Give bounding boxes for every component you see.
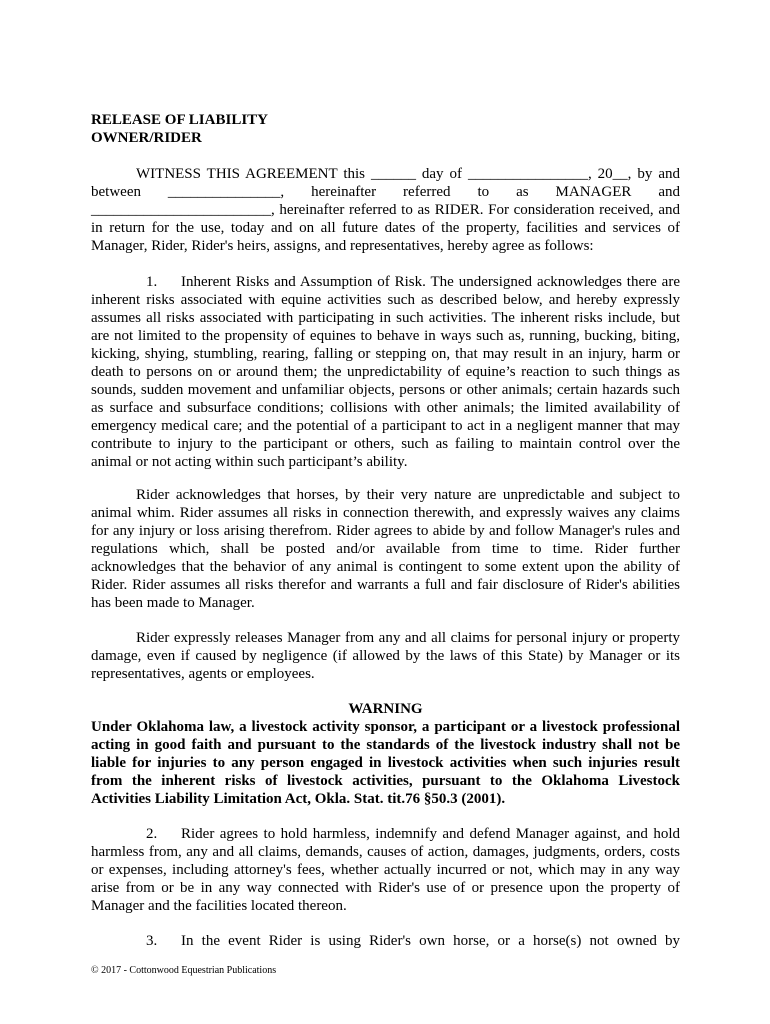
paragraph-line: sounds, sudden movement and unfamiliar objects, persons or other animals; certain hazards such bbox=[91, 382, 680, 398]
paragraph-line: Rider expressly releases Manager from any and all claims for personal injury or property bbox=[136, 630, 680, 646]
warning-line: acting in good faith and pursuant to the standards of the livestock industry shall not be bbox=[91, 737, 680, 753]
paragraph-line bbox=[91, 273, 680, 291]
paragraph-line: Rider acknowledges that horses, by their very nature are unpredictable and subject to bbox=[136, 487, 680, 503]
paragraph-line: Manager, Rider, Rider's heirs, assigns, and representatives, hereby agree as follows: bbox=[91, 238, 594, 254]
paragraph-line bbox=[91, 825, 680, 843]
warning-notice bbox=[91, 700, 680, 808]
paragraph-line: representatives, agents or employees. bbox=[91, 666, 315, 682]
paragraph-line: damage, even if caused by negligence (if allowed by the laws of this State) by Manager or its bbox=[91, 648, 680, 664]
warning-line: Activities Liability Limitation Act, Okla. Stat. tit.76 §50.3 (2001). bbox=[91, 791, 506, 807]
rider-acknowledgement-paragraph bbox=[91, 486, 680, 612]
paragraph-line: between _______________, hereinafter referred to as MANAGER and bbox=[91, 184, 680, 200]
paragraph-line: kicking, shying, stumbling, rearing, falling or stepping on, that may result in an injury, harm or bbox=[91, 346, 680, 362]
paragraph-line: acknowledges that the behavior of any animal is contingent to some extent upon the ability of bbox=[91, 559, 680, 575]
paragraph-line: animal whim. Rider assumes all risks in connection therewith, and expressly waives any claims bbox=[91, 505, 680, 521]
intro-paragraph bbox=[91, 165, 680, 255]
paragraph-line: or expenses, including attorney's fees, whether actually incurred or not, which may in any way bbox=[91, 862, 680, 878]
paragraph-line-text: In the event Rider is using Rider's own horse, or a horse(s) not owned by bbox=[181, 933, 680, 949]
paragraph-line: inherent risks associated with equine activities such as described below, and hereby expressly bbox=[91, 292, 680, 308]
paragraph-line: as surface and subsurface conditions; collisions with other animals; the limited availability of bbox=[91, 400, 680, 416]
paragraph-line: contribute to injury to the participant or others, such as failing to maintain control over the bbox=[91, 436, 680, 452]
copyright-footer: © 2017 - Cottonwood Equestrian Publications bbox=[91, 965, 277, 976]
warning-line: from the inherent risks of livestock activities, pursuant to the Oklahoma Livestock bbox=[91, 773, 680, 789]
paragraph-line: has been made to Manager. bbox=[91, 595, 255, 611]
paragraph-line: in return for the use, today and on all future dates of the property, facilities and services of bbox=[91, 220, 680, 236]
section-number: 1. bbox=[146, 274, 158, 290]
warning-line: Under Oklahoma law, a livestock activity sponsor, a participant or a livestock professional bbox=[91, 719, 680, 735]
paragraph-line: arise from or be in any way connected with Rider's use of or presence upon the property of bbox=[91, 880, 680, 896]
paragraph-line: assumes all risks associated with participating in such activities. The inherent risks include, but bbox=[91, 310, 680, 326]
title-line: OWNER/RIDER bbox=[91, 130, 202, 146]
paragraph-line: death to persons on or around them; the unpredictability of equine’s reaction to such things as bbox=[91, 364, 680, 380]
paragraph-line: WITNESS THIS AGREEMENT this ______ day of ________________, 20__, by and bbox=[136, 166, 680, 182]
paragraph-line: emergency medical care; and the potential of a participant to act in a negligent manner that may bbox=[91, 418, 680, 434]
paragraph-line: Manager and the facilities located thereon. bbox=[91, 898, 347, 914]
section-2-paragraph bbox=[91, 825, 680, 915]
section-1-paragraph bbox=[91, 273, 680, 471]
paragraph-line bbox=[91, 932, 680, 950]
section-3-paragraph bbox=[91, 932, 680, 950]
paragraph-line-text: Rider agrees to hold harmless, indemnify and defend Manager against, and hold bbox=[181, 826, 680, 842]
paragraph-line: Rider. Rider assumes all risks therefor and warrants a full and fair disclosure of Rider's abilities bbox=[91, 577, 680, 593]
warning-heading: WARNING bbox=[348, 701, 423, 717]
section-number: 2. bbox=[146, 826, 158, 842]
paragraph-line: regulations which, shall be posted and/or available from time to time. Rider further bbox=[91, 541, 680, 557]
release-paragraph bbox=[91, 629, 680, 683]
paragraph-line: animal or not acting within such participant’s ability. bbox=[91, 454, 408, 470]
paragraph-line: for any injury or loss arising therefrom. Rider agrees to abide by and follow Manager's rules and bbox=[91, 523, 680, 539]
section-number: 3. bbox=[146, 933, 158, 949]
document-title bbox=[91, 111, 680, 147]
paragraph-line: ________________________, hereinafter referred to as RIDER. For consideration received, and bbox=[91, 202, 680, 218]
paragraph-line: are not limited to the propensity of equines to behave in ways such as, running, bucking, biting, bbox=[91, 328, 680, 344]
paragraph-line: harmless from, any and all claims, demands, causes of action, damages, judgments, orders, costs bbox=[91, 844, 680, 860]
warning-line: liable for injuries to any person engaged in livestock activities when such injuries result bbox=[91, 755, 680, 771]
paragraph-line-text: Inherent Risks and Assumption of Risk. The undersigned acknowledges there are bbox=[181, 274, 680, 290]
title-line: RELEASE OF LIABILITY bbox=[91, 112, 268, 128]
